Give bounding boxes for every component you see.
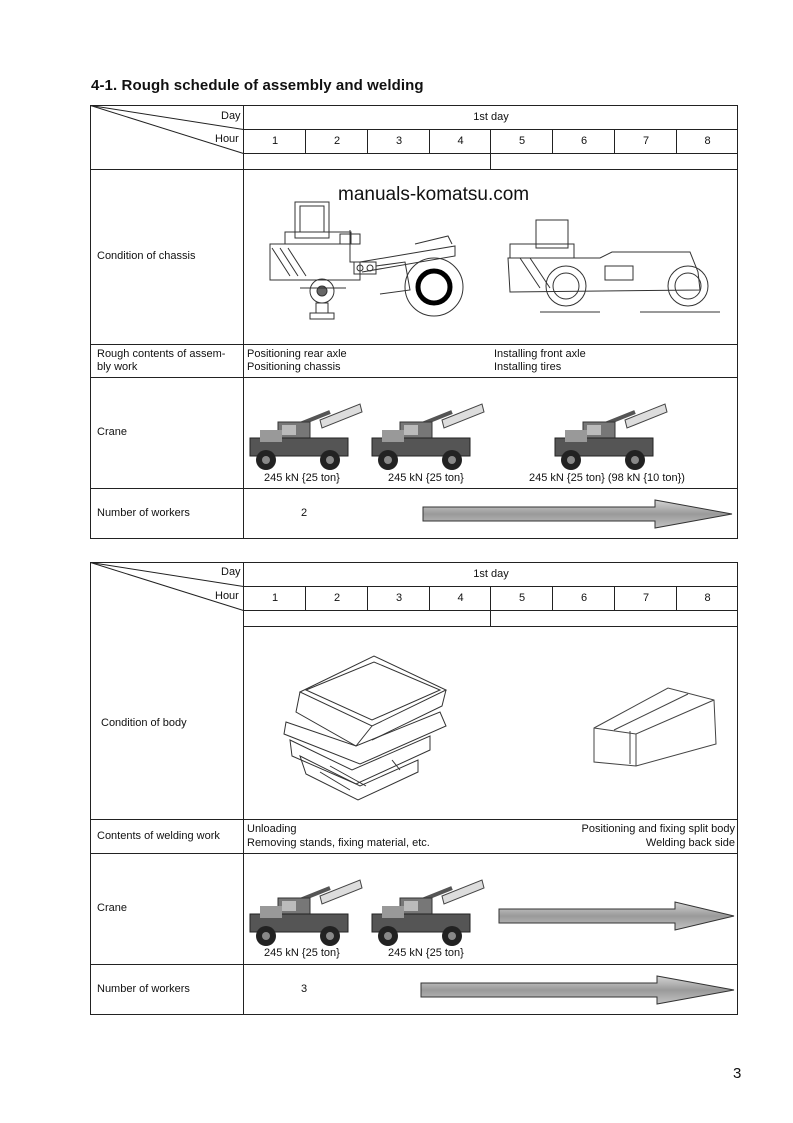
day-value-1: 1st day [473,111,509,123]
contents-left-1: Positioning rear axle [247,348,347,360]
hour-cell-2: 2 [333,135,341,147]
crane-caption-1: 245 kN {25 ton} [264,472,340,484]
crane-caption-2: 245 kN {25 ton} [388,472,464,484]
row-label-crane-2: Crane [97,902,127,914]
chassis-complete-drawing [508,220,720,312]
row-label-crane-1: Crane [97,426,127,438]
hour-cell-7: 7 [642,592,650,604]
page-title: 4-1. Rough schedule of assembly and welding [91,77,424,94]
day-label-2: Day [221,566,241,578]
row-label-workers-2: Number of workers [97,983,190,995]
contents-right-2: Installing tires [494,361,562,373]
day-value-2: 1st day [473,568,509,580]
contents-left-2: Positioning chassis [247,361,341,373]
crane-drawing-2 [372,404,484,470]
hour-cell-2: 2 [333,592,341,604]
hour-cell-3: 3 [395,592,403,604]
crane-caption-3: 245 kN {25 ton} (98 kN {10 ton}) [529,472,685,484]
hour-cell-6: 6 [580,135,588,147]
row-label-workers-1: Number of workers [97,507,190,519]
body-stack-drawing [284,656,446,800]
crane-arrow-2 [499,902,734,930]
body-split-drawing [594,688,716,766]
hour-cell-1: 1 [271,135,279,147]
crane-drawing-1 [250,404,362,470]
hour-cell-8: 8 [704,592,711,604]
crane-drawing-5 [372,880,484,946]
hour-cell-3: 3 [395,135,403,147]
hour-cell-5: 5 [518,592,526,604]
welding-right-1: Positioning and fixing split body [581,823,735,835]
day-label-1: Day [221,110,241,122]
row-label-contents-l1: Rough contents of assem- [97,348,226,360]
hour-label-2: Hour [215,590,239,602]
crane-caption-4: 245 kN {25 ton} [264,947,340,959]
hour-cell-1: 1 [271,592,279,604]
workers-arrow-1 [423,500,732,528]
row-label-condition-chassis: Condition of chassis [97,250,196,262]
hour-cell-4: 4 [457,592,464,604]
row-label-contents-welding: Contents of welding work [97,830,220,842]
hour-cell-4: 4 [457,135,464,147]
welding-right-2: Welding back side [645,837,735,849]
workers-value-1: 2 [301,507,308,519]
hour-label-1: Hour [215,133,239,145]
page-number: 3 [733,1065,742,1082]
workers-arrow-2 [421,976,734,1004]
contents-right-1: Installing front axle [494,348,586,360]
hour-cell-6: 6 [580,592,588,604]
hour-cell-5: 5 [518,135,526,147]
hour-cell-7: 7 [642,135,650,147]
watermark-text: manuals-komatsu.com [338,184,530,205]
workers-value-2: 3 [301,983,308,995]
crane-drawing-4 [250,880,362,946]
crane-caption-5: 245 kN {25 ton} [388,947,464,959]
welding-left-1: Unloading [247,823,297,835]
welding-left-2: Removing stands, fixing material, etc. [247,837,430,849]
tire-drawing [405,258,463,316]
hour-cell-8: 8 [704,135,711,147]
row-label-condition-body: Condition of body [101,717,187,729]
crane-drawing-3 [555,404,667,470]
row-label-contents-l2: bly work [97,361,138,373]
